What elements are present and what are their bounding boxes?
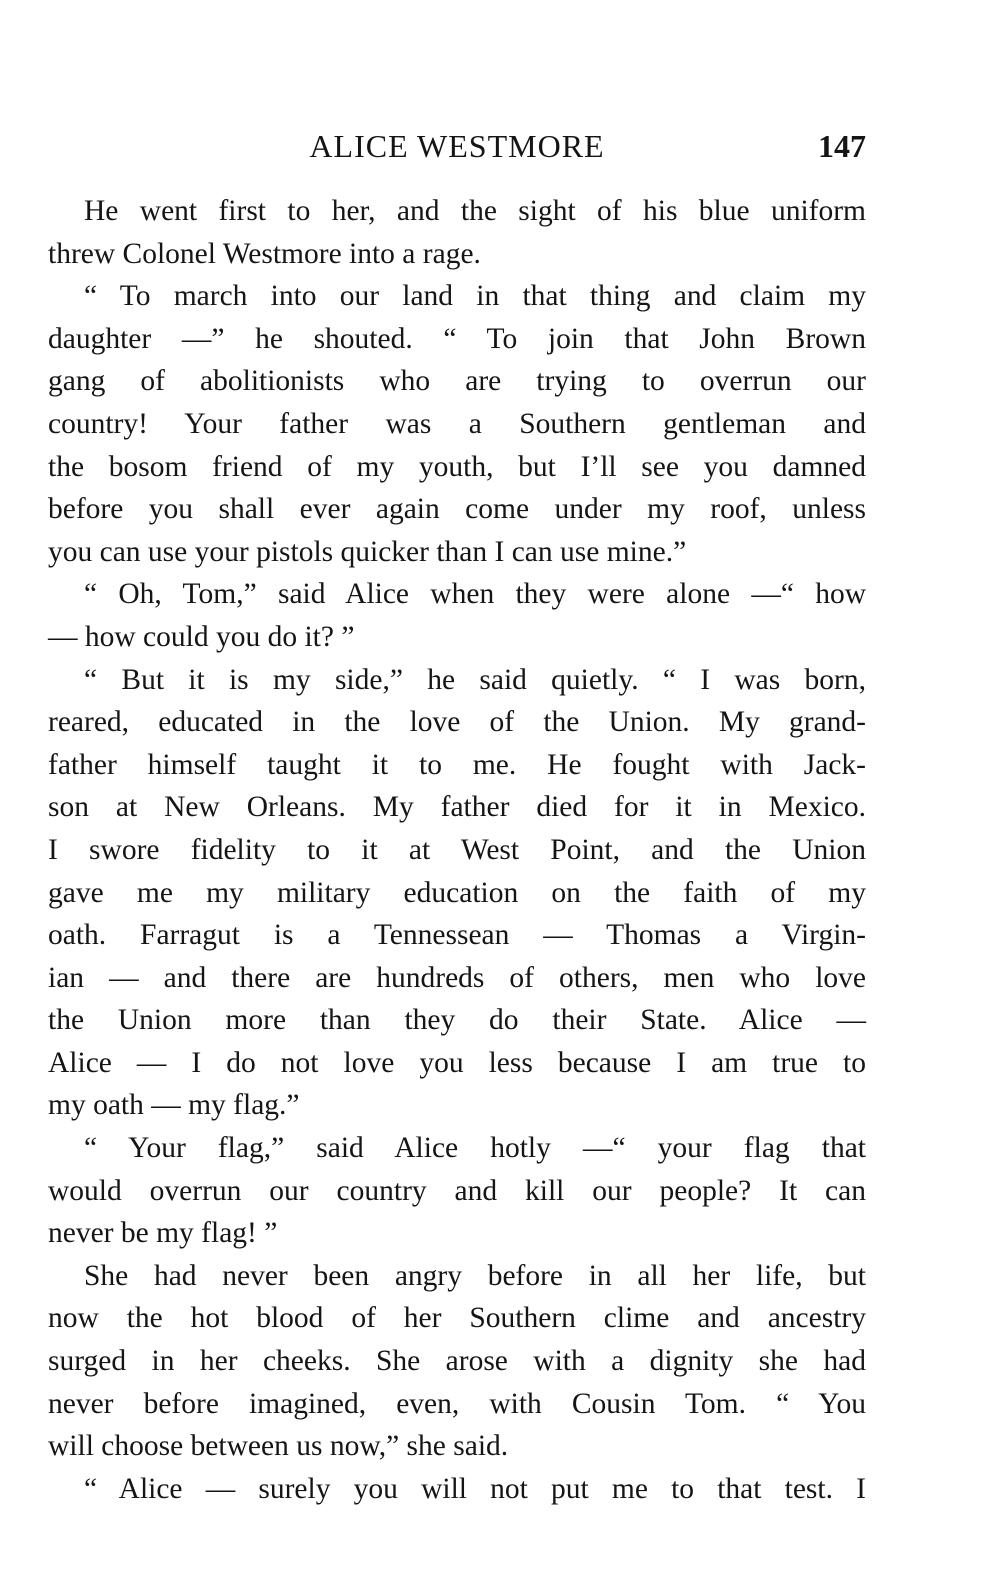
text-line: Alice — I do not love you less because I am true to bbox=[48, 1046, 866, 1079]
page-header bbox=[48, 118, 866, 174]
text-line: father himself taught it to me. He fought with Jack- bbox=[48, 748, 866, 781]
text-line: He went first to her, and the sight of his blue uniform bbox=[84, 195, 866, 227]
text-line: daughter —” he shouted. “ To join that John Brown bbox=[48, 322, 866, 355]
text-line: never be my flag! ” bbox=[48, 1217, 278, 1250]
text-line: you can use your pistols quicker than I can use mine.” bbox=[48, 535, 687, 568]
text-line: I swore fidelity to it at West Point, and the Union bbox=[48, 833, 866, 866]
text-line: the bosom friend of my youth, but I’ll see you damned bbox=[48, 450, 866, 483]
text-line: never before imagined, even, with Cousin Tom. “ You bbox=[48, 1387, 866, 1420]
text-line: country! Your father was a Southern gentleman and bbox=[48, 407, 866, 440]
page-number: 147 bbox=[818, 128, 866, 164]
text-line: my oath — my flag.” bbox=[48, 1089, 300, 1122]
text-line: will choose between us now,” she said. bbox=[48, 1430, 509, 1463]
text-line: She had never been angry before in all her life, but bbox=[84, 1259, 866, 1292]
text-line: before you shall ever again come under my roof, unless bbox=[48, 493, 866, 526]
text-line: ian — and there are hundreds of others, men who love bbox=[48, 961, 866, 994]
body-text bbox=[48, 190, 866, 1510]
text-line: the Union more than they do their State. Alice — bbox=[48, 1004, 866, 1037]
text-line: oath. Farragut is a Tennessean — Thomas a Virgin- bbox=[48, 919, 866, 952]
text-line: — how could you do it? ” bbox=[48, 620, 355, 653]
text-line: “ Alice — surely you will not put me to that test. I bbox=[84, 1472, 866, 1505]
text-line: “ Oh, Tom,” said Alice when they were alone —“ how bbox=[84, 578, 866, 611]
text-line: gang of abolitionists who are trying to overrun our bbox=[48, 365, 866, 398]
text-line: gave me my military education on the faith of my bbox=[48, 876, 866, 909]
text-line: surged in her cheeks. She arose with a dignity she had bbox=[48, 1345, 866, 1378]
text-line: “ But it is my side,” he said quietly. “ I was born, bbox=[84, 663, 866, 696]
text-line: reared, educated in the love of the Union. My grand- bbox=[48, 706, 866, 739]
text-line: “ To march into our land in that thing and claim my bbox=[84, 280, 866, 313]
text-line: son at New Orleans. My father died for it in Mexico. bbox=[48, 791, 866, 824]
text-line: would overrun our country and kill our people? It can bbox=[48, 1174, 866, 1207]
running-title: ALICE WESTMORE bbox=[309, 128, 605, 164]
text-line: “ Your flag,” said Alice hotly —“ your flag that bbox=[84, 1132, 866, 1165]
text-line: threw Colonel Westmore into a rage. bbox=[48, 237, 481, 270]
text-line: now the hot blood of her Southern clime and ancestry bbox=[48, 1302, 866, 1335]
